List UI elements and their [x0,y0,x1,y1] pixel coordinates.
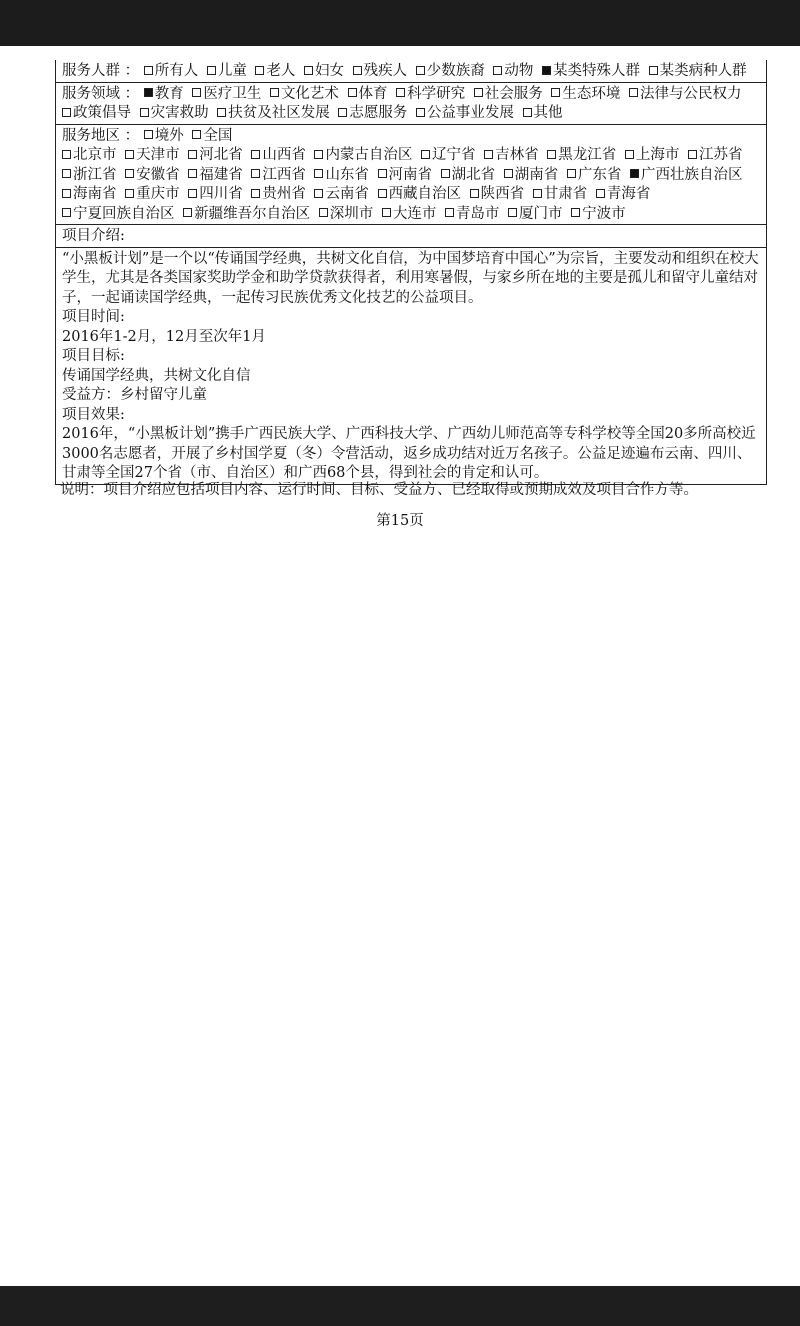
checkbox-option[interactable] [596,186,651,202]
unchecked-box-icon[interactable] [251,189,260,198]
checkbox-option-label: 河北省 [199,147,243,163]
checkbox-option[interactable] [396,86,465,102]
unchecked-box-icon[interactable] [314,189,323,198]
checkbox-option[interactable] [314,186,369,202]
checked-box-icon[interactable] [542,66,551,75]
project-intro-heading-row [56,224,766,247]
unchecked-box-icon[interactable] [183,208,192,217]
unchecked-box-icon[interactable] [649,66,658,75]
service-field-label: 服务领域 ： [62,85,140,102]
checkbox-option[interactable] [62,167,117,183]
checkbox-option[interactable] [551,86,620,102]
unchecked-box-icon[interactable] [353,66,362,75]
checkbox-option-label: 天津市 [136,147,180,163]
checkbox-option[interactable] [416,105,514,121]
checkbox-option-label: 科学研究 [407,85,466,102]
checkbox-option-label: 医疗卫生 [203,85,262,102]
checkbox-option[interactable] [314,167,369,183]
checkbox-option-label: 陕西省 [480,186,525,202]
unchecked-box-icon[interactable] [504,169,513,178]
unchecked-box-icon[interactable] [508,208,517,217]
checkbox-option-label: 灾害救助 [150,105,209,121]
checkbox-option-label: 贵州省 [262,186,306,202]
checkbox-option-label: 厦门市 [519,205,563,222]
checkbox-option-label: 扶贫及社区发展 [228,105,330,121]
checkbox-option-label: 残疾人 [363,63,408,79]
checkbox-option[interactable] [338,105,407,121]
checkbox-option-label: 法律与公民权力 [639,85,742,102]
unchecked-box-icon[interactable] [125,169,134,178]
checkbox-option-label: 生态环境 [562,85,621,102]
checkbox-option-label: 海南省 [73,186,117,202]
checkbox-option[interactable] [251,186,306,202]
service-field-row [56,82,766,124]
checkbox-option-label: 志愿服务 [349,105,408,121]
checkbox-option-label: 江苏省 [698,147,743,163]
unchecked-box-icon[interactable] [445,208,454,217]
unchecked-box-icon[interactable] [596,189,605,198]
unchecked-box-icon[interactable] [62,169,71,178]
service-region-scope [144,128,237,144]
unchecked-box-icon[interactable] [348,88,357,97]
checkbox-option[interactable] [484,147,539,163]
checkbox-option-label: 西藏自治区 [388,186,462,202]
unchecked-box-icon[interactable] [551,88,560,97]
checkbox-option-label: 少数族裔 [426,63,485,79]
checkbox-option-label: 青岛市 [455,205,500,222]
checkbox-option[interactable] [533,186,588,202]
checkbox-option[interactable] [523,105,563,121]
checkbox-option[interactable] [382,206,437,222]
unchecked-box-icon[interactable] [270,88,279,97]
checkbox-option[interactable] [314,147,412,163]
checkbox-option-label: 政策倡导 [73,105,131,121]
unchecked-box-icon[interactable] [125,189,134,198]
checkbox-option-label: 某类病种人群 [659,63,747,79]
unchecked-box-icon[interactable] [62,189,71,198]
checkbox-option-label: 河南省 [388,166,433,183]
checkbox-option[interactable] [183,206,310,222]
service-region-options [62,147,746,222]
unchecked-box-icon[interactable] [140,108,149,117]
checkbox-option-label: 山西省 [262,147,306,163]
checkbox-option-label: 云南省 [325,186,369,202]
unchecked-box-icon[interactable] [547,150,556,159]
checkbox-option-label: 社会服务 [484,85,543,102]
unchecked-box-icon[interactable] [470,189,479,198]
unchecked-box-icon[interactable] [441,169,450,178]
unchecked-box-icon[interactable] [378,169,387,178]
unchecked-box-icon[interactable] [314,169,323,178]
checkbox-option[interactable] [207,63,247,79]
unchecked-box-icon[interactable] [421,150,430,159]
intro-goal-value: 传诵国学经典，共树文化自信 [62,367,251,384]
checkbox-option-label: 北京市 [73,147,117,163]
unchecked-box-icon[interactable] [217,108,226,117]
checkbox-option[interactable] [255,63,295,79]
intro-goal-heading: 项目目标: [62,348,125,364]
unchecked-box-icon[interactable] [62,150,71,159]
checkbox-option[interactable] [470,186,525,202]
checkbox-option-label: 宁夏回族自治区 [73,205,175,222]
top-scan-border [0,0,800,46]
unchecked-box-icon[interactable] [484,150,493,159]
checkbox-option[interactable] [304,63,344,79]
checkbox-option-label: 所有人 [154,63,199,79]
checkbox-option[interactable] [547,147,616,163]
checkbox-option[interactable] [144,86,184,102]
checkbox-option[interactable] [378,186,462,202]
unchecked-box-icon[interactable] [62,208,71,217]
unchecked-box-icon[interactable] [314,150,323,159]
checkbox-option[interactable] [493,63,533,79]
checkbox-option[interactable] [217,105,330,121]
unchecked-box-icon[interactable] [523,108,532,117]
checkbox-option-label: 新疆维吾尔自治区 [194,205,311,222]
checkbox-option[interactable] [140,105,209,121]
unchecked-box-icon[interactable] [396,88,405,97]
checkbox-option[interactable] [188,186,243,202]
service-population-options [144,63,751,79]
unchecked-box-icon[interactable] [319,208,328,217]
checkbox-option-label: 教育 [154,85,184,102]
checkbox-option-label: 吉林省 [495,147,539,163]
checkbox-option-label: 四川省 [199,186,243,202]
unchecked-box-icon[interactable] [629,88,638,97]
checkbox-option[interactable] [688,147,743,163]
unchecked-box-icon[interactable] [378,189,387,198]
checkbox-option-label: 公益事业发展 [426,105,514,121]
checkbox-option[interactable] [378,167,433,183]
unchecked-box-icon[interactable] [251,169,260,178]
checkbox-option-label: 境外 [154,127,184,144]
checkbox-option-label: 青海省 [606,186,651,202]
checkbox-option-label: 辽宁省 [432,147,476,163]
checkbox-option[interactable] [421,147,476,163]
intro-time-value: 2016年1-2月，12月至次年1月 [62,328,266,345]
checkbox-option-label: 大连市 [392,205,437,222]
checkbox-option[interactable] [630,167,743,183]
checkbox-option[interactable] [144,63,199,79]
checkbox-option[interactable] [649,63,747,79]
checkbox-option[interactable] [62,105,131,121]
checkbox-option-label: 江西省 [262,166,306,183]
checkbox-option[interactable] [192,128,232,144]
unchecked-box-icon[interactable] [251,150,260,159]
checkbox-option-label: 重庆市 [136,186,180,202]
service-region-label: 服务地区 ： [62,127,140,144]
checkbox-option-label: 甘肃省 [543,186,588,202]
checkbox-option-label: 妇女 [315,63,345,79]
checkbox-option[interactable] [188,147,243,163]
intro-description: “小黑板计划”是一个以“传诵国学经典，共树文化自信，为中国梦培育中国心”为宗旨，主要发动和组织在校大学生，尤其是各类国家奖助学金和助学贷款获得者，利用寒暑假，与家乡所在地的主要是孤儿和留守儿童结对子，一起诵读国学经典，一起传习民族优秀文化技艺的公益项目。 [62,250,759,306]
unchecked-box-icon[interactable] [338,108,347,117]
checkbox-option[interactable] [192,86,261,102]
project-intro-body [56,247,766,484]
checkbox-option[interactable] [474,86,543,102]
checkbox-option-label: 内蒙古自治区 [325,147,413,163]
checkbox-option[interactable] [542,63,640,79]
unchecked-box-icon[interactable] [571,208,580,217]
unchecked-box-icon[interactable] [625,150,634,159]
checkbox-option-label: 湖北省 [451,166,496,183]
checkbox-option-label: 体育 [358,85,388,102]
checkbox-option[interactable] [571,206,626,222]
checkbox-option-label: 文化艺术 [280,85,339,102]
checkbox-option-label: 深圳市 [329,205,374,222]
checkbox-option[interactable] [629,86,742,102]
explanation-note: 说明：项目介绍应包括项目内容、运行时间、目标、受益方、已经取得或预期成效及项目合作方等。 [60,482,698,498]
checkbox-option-label: 浙江省 [73,166,117,183]
checkbox-option-label: 宁波市 [582,205,626,222]
service-population-label: 服务人群 ： [62,63,140,79]
checkbox-option[interactable] [144,128,184,144]
unchecked-box-icon[interactable] [474,88,483,97]
checkbox-option-label: 广西壮族自治区 [640,166,743,183]
checkbox-option[interactable] [416,63,485,79]
unchecked-box-icon[interactable] [416,66,425,75]
unchecked-box-icon[interactable] [533,189,542,198]
checkbox-option-label: 湖南省 [514,166,559,183]
unchecked-box-icon[interactable] [144,66,153,75]
unchecked-box-icon[interactable] [567,169,576,178]
checkbox-option-label: 上海市 [635,147,680,163]
checkbox-option[interactable] [188,167,243,183]
checkbox-option[interactable] [441,167,496,183]
unchecked-box-icon[interactable] [207,66,216,75]
page-number: 第15页 [376,513,424,529]
unchecked-box-icon[interactable] [255,66,264,75]
service-region-row [56,124,766,225]
service-population-row [56,60,766,82]
checked-box-icon[interactable] [630,169,639,178]
service-field-options [62,86,745,122]
intro-effect-heading: 项目效果: [62,406,125,423]
checkbox-option-label: 福建省 [199,166,243,183]
unchecked-box-icon[interactable] [188,189,197,198]
unchecked-box-icon[interactable] [382,208,391,217]
checkbox-option[interactable] [62,147,117,163]
intro-effect-value: 2016年，“小黑板计划”携手广西民族大学、广西科技大学、广西幼儿师范高等专科学校等全国20多所高校近3000名志愿者，开展了乡村国学夏（冬）令营活动，返乡成功结对近万名孩子。公益足迹遍布云南、四川、甘肃等全国27个省（市、自治区）和广西68个县，得到社会的肯定和认可。 [62,426,756,481]
checkbox-option-label: 全国 [203,127,233,144]
checkbox-option[interactable] [508,206,563,222]
checkbox-option[interactable] [445,206,500,222]
checkbox-option[interactable] [251,147,306,163]
unchecked-box-icon[interactable] [125,150,134,159]
project-form-table [55,60,767,485]
checkbox-option[interactable] [319,206,374,222]
intro-time-heading: 项目时间: [62,309,125,325]
checked-box-icon[interactable] [144,88,153,97]
unchecked-box-icon[interactable] [62,108,71,117]
project-intro-heading: 项目介绍: [62,228,125,244]
unchecked-box-icon[interactable] [416,108,425,117]
checkbox-option-label: 某类特殊人群 [552,63,640,79]
unchecked-box-icon[interactable] [144,130,153,139]
unchecked-box-icon[interactable] [493,66,502,75]
intro-beneficiary: 受益方：乡村留守儿童 [62,387,207,403]
checkbox-option[interactable] [251,167,306,183]
checkbox-option[interactable] [625,147,680,163]
checkbox-option-label: 其他 [533,105,563,121]
unchecked-box-icon[interactable] [304,66,313,75]
checkbox-option[interactable] [62,206,175,222]
checkbox-option-label: 黑龙江省 [558,147,617,163]
checkbox-option[interactable] [353,63,408,79]
unchecked-box-icon[interactable] [192,88,201,97]
bottom-scan-border [0,1286,800,1326]
checkbox-option[interactable] [348,86,388,102]
checkbox-option-label: 老人 [266,63,296,79]
checkbox-option-label: 安徽省 [136,166,180,183]
checkbox-option[interactable] [62,186,117,202]
unchecked-box-icon[interactable] [188,169,197,178]
unchecked-box-icon[interactable] [192,130,201,139]
checkbox-option[interactable] [125,186,180,202]
checkbox-option[interactable] [125,167,180,183]
checkbox-option[interactable] [270,86,339,102]
checkbox-option[interactable] [504,167,559,183]
checkbox-option-label: 山东省 [325,166,369,183]
unchecked-box-icon[interactable] [688,150,697,159]
checkbox-option[interactable] [125,147,180,163]
checkbox-option-label: 动物 [504,63,534,79]
checkbox-option-label: 儿童 [217,63,247,79]
checkbox-option[interactable] [567,167,622,183]
checkbox-option-label: 广东省 [577,166,622,183]
unchecked-box-icon[interactable] [188,150,197,159]
